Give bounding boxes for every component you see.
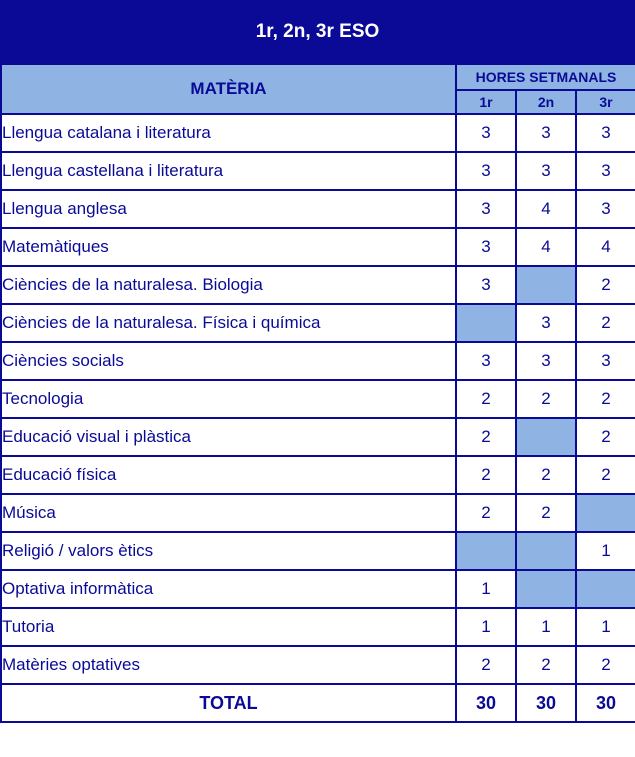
hours-cell: 3 [516,114,576,152]
subject-name: Ciències socials [1,342,456,380]
hours-cell: 3 [576,152,635,190]
table-row [1,304,635,342]
hours-cell: 2 [576,304,635,342]
hours-cell: 2 [576,266,635,304]
empty-hours-cell [576,494,635,532]
hours-cell: 4 [576,228,635,266]
hours-cell: 2 [576,380,635,418]
header-year-2n: 2n [516,90,576,114]
subject-name: Ciències de la naturalesa. Biologia [1,266,456,304]
hours-cell: 3 [456,228,516,266]
subject-name: Llengua castellana i literatura [1,152,456,190]
hours-cell: 1 [516,608,576,646]
hours-cell: 3 [456,152,516,190]
hours-cell: 3 [576,342,635,380]
hours-cell: 1 [456,608,516,646]
hours-cell: 2 [456,494,516,532]
table-row [1,646,635,684]
table-title: 1r, 2n, 3r ESO [0,0,635,63]
total-label: TOTAL [1,684,456,722]
empty-hours-cell [516,570,576,608]
subject-name: Tutoria [1,608,456,646]
hours-cell: 3 [456,342,516,380]
subject-name: Educació visual i plàstica [1,418,456,456]
table-body [1,114,635,684]
subject-name: Religió / valors ètics [1,532,456,570]
hours-cell: 2 [576,418,635,456]
empty-hours-cell [516,418,576,456]
hours-cell: 1 [576,608,635,646]
table-row [1,456,635,494]
subject-name: Tecnologia [1,380,456,418]
table-row [1,494,635,532]
hours-cell: 3 [456,266,516,304]
weekly-hours-table [0,63,635,723]
hours-cell: 2 [576,456,635,494]
subject-name: Matemàtiques [1,228,456,266]
hours-cell: 2 [516,646,576,684]
hours-cell: 2 [516,456,576,494]
hours-cell: 4 [516,190,576,228]
subject-name: Ciències de la naturalesa. Física i química [1,304,456,342]
table-row [1,342,635,380]
subject-name: Llengua catalana i literatura [1,114,456,152]
header-year-1r: 1r [456,90,516,114]
table-row [1,608,635,646]
hours-cell: 2 [456,646,516,684]
hours-cell: 1 [576,532,635,570]
hours-cell: 2 [456,418,516,456]
table-row [1,570,635,608]
hours-cell: 3 [456,114,516,152]
hours-cell: 2 [456,456,516,494]
empty-hours-cell [576,570,635,608]
header-materia: MATÈRIA [1,64,456,114]
table-row [1,114,635,152]
hours-cell: 2 [576,646,635,684]
table-row [1,266,635,304]
subject-name: Música [1,494,456,532]
total-value: 30 [516,684,576,722]
hours-cell: 2 [516,380,576,418]
hours-cell: 3 [576,114,635,152]
empty-hours-cell [456,304,516,342]
subject-name: Llengua anglesa [1,190,456,228]
subject-name: Optativa informàtica [1,570,456,608]
table-row [1,152,635,190]
hours-cell: 2 [456,380,516,418]
empty-hours-cell [456,532,516,570]
empty-hours-cell [516,532,576,570]
table-row [1,418,635,456]
table-header [1,64,635,114]
total-value: 30 [576,684,635,722]
subject-name: Educació física [1,456,456,494]
total-row [1,684,635,722]
hours-cell: 2 [516,494,576,532]
hours-cell: 4 [516,228,576,266]
hours-cell: 1 [456,570,516,608]
table-row [1,532,635,570]
header-year-3r: 3r [576,90,635,114]
table-row [1,380,635,418]
hours-cell: 3 [516,304,576,342]
hours-cell: 3 [516,342,576,380]
table-row [1,228,635,266]
empty-hours-cell [516,266,576,304]
hours-cell: 3 [576,190,635,228]
hours-cell: 3 [456,190,516,228]
table-row [1,190,635,228]
total-value: 30 [456,684,516,722]
header-hores-setmanals: HORES SETMANALS [456,64,635,90]
subject-name: Matèries optatives [1,646,456,684]
hours-cell: 3 [516,152,576,190]
